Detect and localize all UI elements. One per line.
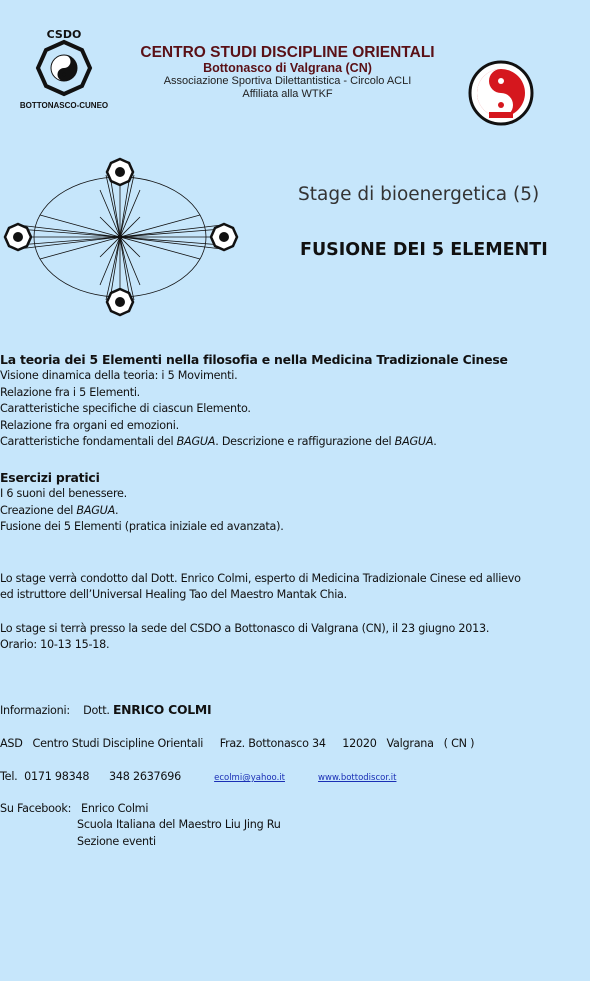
- theory-line: Relazione fra organi ed emozioni.: [0, 418, 179, 432]
- exercise-line: Fusione dei 5 Elementi (pratica iniziale ed avanzata).: [0, 520, 284, 534]
- csdo-logo: [18, 22, 110, 114]
- theory-line: Visione dinamica della teoria: i 5 Movimenti.: [0, 369, 238, 383]
- stage-subtitle: Stage di bioenergetica (5): [298, 184, 540, 205]
- info-contact: [0, 702, 585, 719]
- header-association: Associazione Sportiva Dilettantistica - Circolo ACLI: [163, 75, 412, 87]
- schedule-line: Orario: 10-13 15-18.: [0, 638, 110, 652]
- header-title: CENTRO STUDI DISCIPLINE ORIENTALI: [140, 44, 435, 61]
- theory-heading: La teoria dei 5 Elementi nella filosofia e nella Medicina Tradizionale Cinese: [0, 352, 508, 367]
- logo-top-text: CSDO: [46, 28, 82, 41]
- yin-yang-bagua-icon: [18, 22, 110, 114]
- stage-title: FUSIONE DEI 5 ELEMENTI: [300, 240, 548, 260]
- info-label: Informazioni: Dott.: [0, 704, 113, 717]
- facebook-line: Scuola Italiana del Maestro Liu Jing Ru: [77, 818, 281, 832]
- theory-section: [0, 352, 585, 450]
- header-town: Bottonasco di Valgrana (CN): [203, 61, 372, 75]
- theory-line: Caratteristiche specifiche di ciascun Elemento.: [0, 402, 251, 416]
- info-name: ENRICO COLMI: [112, 702, 212, 717]
- five-elements-diagram-icon: [0, 155, 245, 320]
- facebook-line: Su Facebook: Enrico Colmi: [0, 802, 149, 815]
- exercise-line: Creazione del BAGUA.: [0, 503, 119, 517]
- phone-line: [0, 769, 585, 786]
- instructor-line: Lo stage verrà condotto dal Dott. Enrico Colmi, esperto di Medicina Tradizionale Cinese ed allievo: [0, 572, 521, 585]
- exercises-heading: Esercizi pratici: [0, 470, 100, 485]
- instructor-paragraph: [0, 571, 585, 604]
- venue-line: Lo stage si terrà presso la sede del CSDO a Bottonasco di Valgrana (CN), il 23 giugno 2013.: [0, 622, 490, 635]
- wtkf-logo: [468, 60, 534, 126]
- address-line: ASD Centro Studi Discipline Orientali Fraz. Bottonasco 34 12020 Valgrana ( CN ): [0, 737, 475, 750]
- email-link[interactable]: ecolmi@yahoo.it: [214, 773, 285, 783]
- bagua-diagram: [0, 155, 245, 320]
- header: [120, 44, 455, 101]
- theory-line: Caratteristiche fondamentali del BAGUA. Descrizione e raffigurazione del BAGUA.: [0, 435, 437, 449]
- phone-numbers: Tel. 0171 98348 348 2637696: [0, 770, 215, 783]
- exercise-line: I 6 suoni del benessere.: [0, 487, 127, 501]
- instructor-line: ed istruttore dell’Universal Healing Tao del Maestro Mantak Chia.: [0, 588, 347, 602]
- wtkf-emblem-icon: [468, 60, 534, 126]
- website-link[interactable]: www.bottodiscor.it: [318, 773, 397, 783]
- exercises-section: [0, 470, 585, 536]
- header-affiliation: Affiliata alla WTKF: [242, 88, 333, 100]
- logo-bottom-text: BOTTONASCO-CUNEO: [19, 101, 109, 110]
- venue-paragraph: [0, 621, 585, 654]
- facebook-line: Sezione eventi: [77, 834, 156, 848]
- theory-line: Relazione fra i 5 Elementi.: [0, 385, 140, 399]
- facebook-block: [0, 801, 585, 850]
